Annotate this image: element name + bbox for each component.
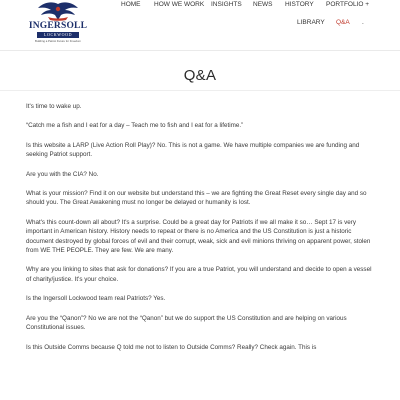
qa-paragraph: “Catch me a fish and I eat for a day – Teach me to fish and I eat for a lifetime.” — [26, 122, 244, 130]
title-divider — [0, 90, 400, 91]
logo-brand-text: INGERSOLL — [28, 21, 88, 31]
qa-paragraph: Why are you linking to sites that ask for donations? If you are a true Patriot, you will understand and decide to open a vessel of charity/justice. It's your choice. — [26, 266, 372, 283]
eagle-emblem-icon — [26, 0, 90, 22]
site-header — [0, 0, 400, 50]
nav-item-insights[interactable]: INSIGHTS — [211, 1, 242, 8]
qa-paragraph: Are you with the CIA? No. — [26, 170, 99, 178]
nav-item-portfolio[interactable]: PORTFOLIO + — [326, 1, 370, 8]
nav-item-dot[interactable]: . — [362, 19, 364, 26]
logo-sub-banner: LOCKWOOD — [37, 32, 79, 38]
nav-item-library[interactable]: LIBRARY — [297, 19, 325, 26]
qa-paragraph: It's time to wake up. — [26, 103, 82, 110]
qa-paragraph: What is your mission? Find it on our website but understand this – we are fighting the Great Reset every single day and so should you. The Great Awakening must no longer be delayed or humanity is lost. — [26, 190, 367, 207]
nav-item-news[interactable]: NEWS — [253, 1, 273, 8]
qa-paragraph: Is the Ingersoll Lockwood team real Patriots? Yes. — [26, 295, 166, 303]
logo-tagline: Building a Patriot Future for Freedom — [34, 39, 81, 43]
qa-paragraph: Is this Outside Comms because Q told me not to listen to Outside Comms? Really? Check again. This is — [26, 343, 317, 351]
qa-paragraph: Are you the “Qanon”? No we are not the “Qanon” but we do support the US Constitution and are helping on various Constitutional issues. — [26, 314, 347, 332]
nav-item-qa[interactable]: Q&A — [336, 19, 350, 26]
qa-paragraph: Is this website a LARP (Live Action Roll Play)? No. This is not a game. We have multiple companies we are funding and seeking Patriot support. — [26, 141, 360, 159]
qa-content — [26, 102, 376, 362]
nav-item-home[interactable]: HOME — [121, 1, 141, 8]
nav-item-history[interactable]: HISTORY — [285, 1, 314, 8]
qa-paragraph: What's this count-down all about? It's a surprise. Could be a great day for Patriots if we all make it so… Sept 17 is very important in American history. History needs to repeat or there is no America and the US Constitution is just a historic document destroyed by global forces of evil and their corrupt, weak, sick and evil minions thriving on apparent power, stolen from WE THE PEOPLE. They are few. We are many. — [26, 218, 371, 255]
company-logo[interactable] — [26, 0, 90, 46]
header-divider — [0, 50, 400, 51]
nav-item-how-we-work[interactable]: HOW WE WORK — [154, 1, 205, 8]
page-title: Q&A — [183, 67, 217, 84]
